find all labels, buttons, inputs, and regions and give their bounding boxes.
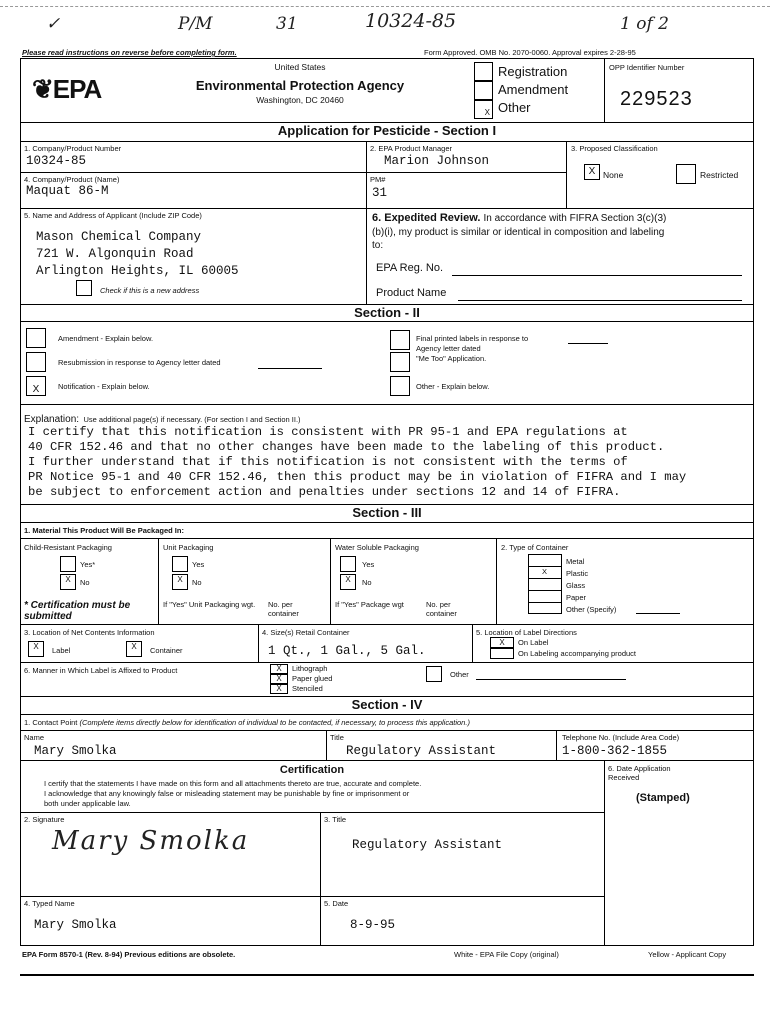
- contact-point-hint: (Complete items directly below for identification of individual to be contacted, if necessary, to process this application.): [79, 718, 470, 727]
- certification-text-1: I certify that the statements I have made on this form and all attachments thereto are true, accurate and complete.: [44, 779, 422, 788]
- directions-on-labeling-option: On Labeling accompanying product: [518, 649, 636, 658]
- explanation-line-1[interactable]: I certify that this notification is consistent with PR 95-1 and EPA regulations at: [28, 425, 628, 439]
- explanation-line-3[interactable]: I further understand that if this notification is not consistent with the terms of: [28, 455, 628, 469]
- product-name-label: Product Name: [376, 287, 447, 299]
- company-product-name-value[interactable]: Maquat 86-M: [26, 184, 109, 198]
- product-manager-value[interactable]: Marion Johnson: [384, 154, 490, 168]
- net-contents-container-option: Container: [150, 646, 183, 655]
- expedited-review-title: [372, 212, 666, 224]
- label-directions-label: 5. Location of Label Directions: [476, 628, 577, 637]
- paper-glued-label: Paper glued: [292, 674, 333, 683]
- rule: [158, 538, 159, 624]
- classification-restricted-checkbox[interactable]: [676, 164, 696, 184]
- other-explain-checkbox[interactable]: [390, 376, 410, 396]
- resubmission-checkbox[interactable]: [26, 352, 46, 372]
- date-value[interactable]: 8-9-95: [350, 918, 396, 932]
- rule: [528, 578, 562, 579]
- applicant-line-1[interactable]: Mason Chemical Company: [36, 230, 202, 244]
- net-contents-container-checkbox[interactable]: X: [126, 641, 142, 657]
- expedited-title-text: 6. Expedited Review.: [372, 212, 481, 224]
- certification-title: Certification: [279, 764, 345, 776]
- rule: [366, 141, 367, 208]
- contact-point-heading: [24, 718, 470, 727]
- affix-other-label: Other: [450, 670, 469, 679]
- child-resistant-yes-label: Yes*: [80, 560, 96, 569]
- other-label: Other: [498, 100, 531, 115]
- unit-no-per-container-label: No. per container: [268, 600, 299, 618]
- rule: [20, 624, 754, 625]
- agency-letter-date-input[interactable]: [568, 343, 608, 344]
- sizes-label: 4. Size(s) Retail Container: [262, 628, 350, 637]
- contact-point-label: 1. Contact Point: [24, 718, 78, 727]
- rule: [20, 404, 754, 405]
- handwritten-product-number: 10324-85: [365, 10, 457, 32]
- net-contents-label: 3. Location of Net Contents Information: [24, 628, 155, 637]
- handwritten-checkmark: ✓: [46, 14, 61, 34]
- rule: [528, 590, 562, 591]
- water-soluble-yes-checkbox[interactable]: [340, 556, 356, 572]
- container-other-input[interactable]: [636, 613, 680, 614]
- container-type-checkbox-column: [528, 554, 562, 614]
- contact-title-label: Title: [330, 733, 344, 742]
- rule: [472, 624, 473, 662]
- agency-city: Washington, DC 20460: [256, 95, 344, 105]
- certification-text-2: I acknowledge that any knowingly false or misleading statement may be punishable by fine or imprisonment or: [44, 789, 410, 798]
- stenciled-checkbox[interactable]: X: [270, 684, 288, 694]
- water-soluble-yes-label: Yes: [362, 560, 375, 569]
- plastic-mark[interactable]: X: [542, 567, 548, 576]
- rule: [330, 538, 331, 624]
- lithograph-checkbox[interactable]: X: [270, 664, 288, 674]
- new-address-checkbox[interactable]: [76, 280, 92, 296]
- affix-other-checkbox[interactable]: [426, 666, 442, 682]
- directions-on-label-checkbox[interactable]: X: [490, 637, 514, 648]
- title-3-value[interactable]: Regulatory Assistant: [352, 838, 503, 852]
- unit-packaging-wgt-label: If "Yes" Unit Packaging wgt.: [163, 600, 256, 609]
- container-paper-label: Paper: [566, 593, 587, 602]
- child-resistant-label: Child-Resistant Packaging: [24, 543, 112, 552]
- rule: [556, 730, 557, 760]
- yellow-copy-footer: Yellow - Applicant Copy: [648, 950, 727, 959]
- handwritten-pm: P/M: [178, 14, 213, 34]
- form-number-footer: EPA Form 8570-1 (Rev. 8-94) Previous editions are obsolete.: [22, 950, 236, 959]
- rule: [366, 208, 367, 304]
- notification-checkbox[interactable]: X: [26, 376, 46, 396]
- rule: [326, 730, 327, 760]
- registration-label: Registration: [498, 64, 568, 79]
- package-wgt-label: If "Yes" Package wgt: [335, 600, 404, 609]
- typed-name-value[interactable]: Mary Smolka: [34, 918, 117, 932]
- pm-number-value[interactable]: 31: [372, 186, 388, 200]
- explanation-line-2[interactable]: 40 CFR 152.46 and that no other changes have been made to the labeling of this product.: [28, 440, 665, 454]
- classification-none-label: None: [603, 170, 624, 180]
- telephone-value[interactable]: 1-800-362-1855: [562, 744, 668, 758]
- rule: [20, 208, 754, 209]
- affixed-label: 6. Manner in Which Label is Affixed to Product: [24, 666, 178, 675]
- certification-must-note: * Certification must be submitted: [24, 600, 131, 622]
- opp-divider: [604, 58, 605, 123]
- contact-title-value[interactable]: Regulatory Assistant: [346, 744, 497, 758]
- directions-on-labeling-checkbox[interactable]: [490, 648, 514, 659]
- rule: [20, 662, 754, 663]
- applicant-line-3[interactable]: Arlington Heights, IL 60005: [36, 264, 239, 278]
- other-explain-label: Other - Explain below.: [416, 382, 490, 391]
- rule: [20, 522, 754, 523]
- package-no-per-container-label: No. per container: [426, 600, 457, 618]
- rule: [258, 624, 259, 662]
- expedited-text-3: to:: [372, 240, 384, 251]
- unit-packaging-no-label: No: [192, 578, 202, 587]
- directions-on-label-option: On Label: [518, 638, 549, 647]
- instructions-notice: Please read instructions on reverse before completing form.: [22, 48, 237, 57]
- notification-label: Notification - Explain below.: [58, 382, 150, 391]
- water-soluble-no-checkbox[interactable]: X: [340, 574, 356, 590]
- rule: [20, 730, 754, 731]
- expedited-text-2: (b)(i), my product is similar or identical in composition and labeling: [372, 227, 665, 238]
- water-soluble-label: Water Soluble Packaging: [335, 543, 419, 552]
- pm-number-label: PM#: [370, 175, 386, 184]
- unit-packaging-yes-label: Yes: [192, 560, 205, 569]
- container-metal-label: Metal: [566, 557, 585, 566]
- amendment-explain-label: Amendment - Explain below.: [58, 334, 154, 343]
- company-product-name-label: 4. Company/Product (Name): [24, 175, 120, 184]
- product-manager-label: 2. EPA Product Manager: [370, 144, 452, 153]
- date-label: 5. Date: [324, 899, 349, 908]
- child-resistant-no-checkbox[interactable]: X: [60, 574, 76, 590]
- classification-label: 3. Proposed Classification: [571, 144, 658, 153]
- rule: [20, 812, 604, 813]
- stenciled-label: Stenciled: [292, 684, 323, 693]
- rule: [528, 602, 562, 603]
- rule: [20, 896, 604, 897]
- amendment-explain-checkbox[interactable]: [26, 328, 46, 348]
- typed-name-label: 4. Typed Name: [24, 899, 75, 908]
- me-too-checkbox[interactable]: [390, 352, 410, 372]
- agency-country: United States: [274, 62, 326, 72]
- rule: [20, 714, 754, 715]
- rule: [20, 760, 754, 761]
- telephone-label: Telephone No. (Include Area Code): [562, 733, 680, 742]
- white-copy-footer: White - EPA File Copy (original): [454, 950, 559, 959]
- rule: [496, 538, 497, 624]
- amendment-checkbox[interactable]: [474, 81, 493, 100]
- classification-none-checkbox[interactable]: X: [584, 164, 600, 180]
- expedited-text-1: In accordance with FIFRA Section 3(c)(3): [483, 213, 667, 224]
- form-approved-note: Form Approved. OMB No. 2070-0060. Approval expires 2-28-95: [424, 48, 636, 57]
- rule: [566, 141, 567, 208]
- other-checkbox[interactable]: X: [474, 100, 493, 119]
- water-soluble-no-label: No: [362, 578, 372, 587]
- handwritten-page-count: 1 of 2: [620, 14, 669, 34]
- stamped-label: (Stamped): [636, 792, 690, 804]
- unit-packaging-label: Unit Packaging: [163, 543, 214, 552]
- net-contents-label-checkbox[interactable]: X: [28, 641, 44, 657]
- rule: [604, 760, 605, 946]
- rule: [20, 172, 366, 173]
- resubmission-label: Resubmission in response to Agency letter dated: [58, 358, 221, 367]
- contact-name-value[interactable]: Mary Smolka: [34, 744, 117, 758]
- section-1-title: Application for Pesticide - Section I: [277, 123, 497, 138]
- epa-logo-text: EPA: [52, 74, 102, 104]
- final-labels-checkbox[interactable]: [390, 330, 410, 350]
- material-label: 1. Material This Product Will Be Packaged In:: [24, 526, 184, 535]
- me-too-label: "Me Too" Application.: [416, 354, 487, 363]
- epa-reg-label: EPA Reg. No.: [376, 262, 444, 274]
- container-glass-label: Glass: [566, 581, 586, 590]
- date-received-label: 6. Date Application Received: [608, 764, 671, 782]
- applicant-label: 5. Name and Address of Applicant (Include ZIP Code): [24, 211, 202, 220]
- container-plastic-label: Plastic: [566, 569, 589, 578]
- rule: [320, 812, 321, 946]
- opp-id-value: 229523: [620, 88, 693, 110]
- rule: [366, 172, 566, 173]
- agency-letter-label: Agency letter dated: [416, 344, 481, 353]
- section-3-title: Section - III: [352, 505, 422, 520]
- explanation-hint: Use additional page(s) if necessary. (For section I and Section II.): [83, 415, 301, 424]
- signature-value[interactable]: Mary Smolka: [52, 826, 250, 856]
- unit-packaging-no-checkbox[interactable]: X: [172, 574, 188, 590]
- explanation-line-4[interactable]: PR Notice 95-1 and 40 CFR 152.46, then this product may be in violation of FIFRA and I may: [28, 470, 687, 484]
- company-product-number-value[interactable]: 10324-85: [26, 154, 87, 168]
- epa-logo-mark-icon: ❦: [32, 74, 53, 104]
- section-2-title: Section - II: [354, 305, 420, 320]
- page-bottom-rule: [20, 974, 754, 976]
- company-product-number-label: 1. Company/Product Number: [24, 144, 122, 153]
- rule: [20, 321, 754, 322]
- amendment-label: Amendment: [498, 82, 569, 97]
- container-other-label: Other (Specify): [566, 605, 617, 614]
- title-3-label: 3. Title: [324, 815, 347, 824]
- child-resistant-no-label: No: [80, 578, 90, 587]
- paper-glued-checkbox[interactable]: X: [270, 674, 288, 684]
- child-resistant-yes-checkbox[interactable]: [60, 556, 76, 572]
- new-address-label: Check if this is a new address: [100, 286, 200, 295]
- lithograph-label: Lithograph: [292, 664, 328, 673]
- signature-label: 2. Signature: [24, 815, 65, 824]
- final-labels-label: Final printed labels in response to: [416, 334, 529, 343]
- registration-checkbox[interactable]: [474, 62, 493, 81]
- resubmission-date-input[interactable]: [258, 368, 322, 369]
- rule: [20, 141, 754, 142]
- handwritten-pm-number: 31: [276, 14, 298, 34]
- explanation-label: Explanation:: [24, 414, 80, 425]
- net-contents-label-option: Label: [52, 646, 71, 655]
- product-name-input[interactable]: [458, 300, 742, 301]
- affix-other-input[interactable]: [476, 679, 626, 680]
- rule: [20, 538, 754, 539]
- contact-name-label: Name: [24, 733, 45, 742]
- agency-name: Environmental Protection Agency: [195, 78, 405, 93]
- explanation-line-5[interactable]: be subject to enforcement action and penalties under sections 12 and 14 of FIFRA.: [28, 485, 621, 499]
- applicant-line-2[interactable]: 721 W. Algonquin Road: [36, 247, 194, 261]
- epa-reg-input[interactable]: [452, 275, 742, 276]
- sizes-value[interactable]: 1 Qt., 1 Gal., 5 Gal.: [268, 644, 426, 658]
- certification-text-3: both under applicable law.: [44, 799, 131, 808]
- unit-packaging-yes-checkbox[interactable]: [172, 556, 188, 572]
- classification-restricted-label: Restricted: [700, 170, 739, 180]
- opp-id-label: OPP Identifier Number: [609, 63, 685, 72]
- epa-logo: [32, 74, 101, 105]
- section-4-title: Section - IV: [351, 697, 423, 712]
- container-type-label: 2. Type of Container: [501, 543, 569, 552]
